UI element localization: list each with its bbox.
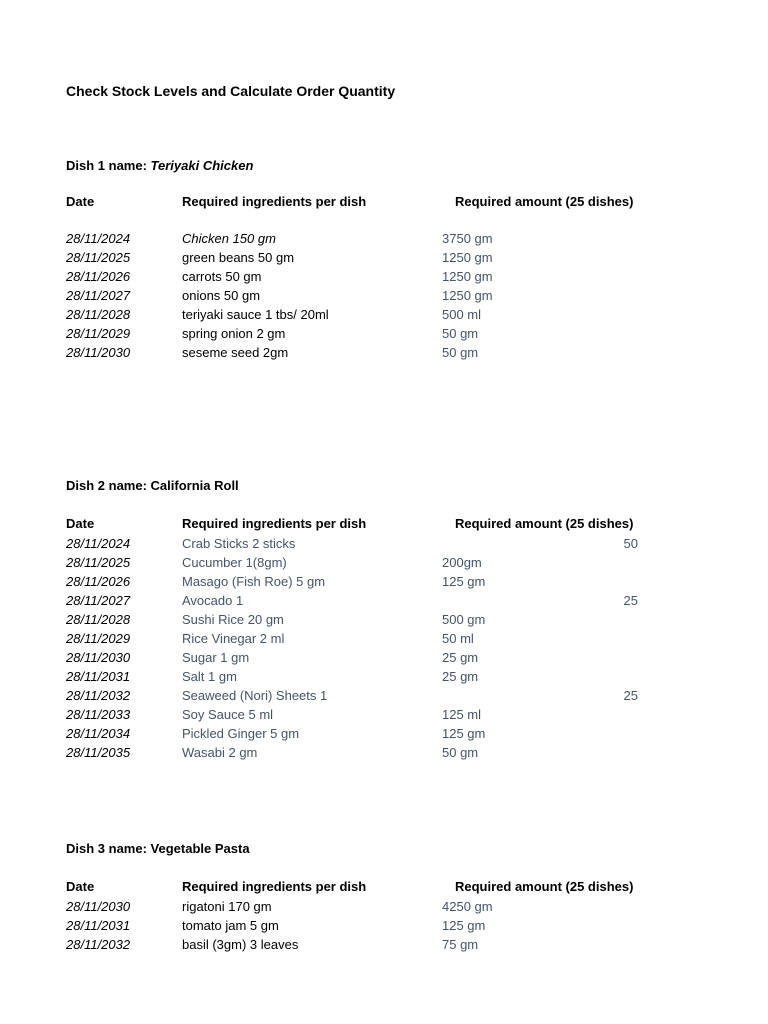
ingredients-header: Required ingredients per dish <box>182 194 367 209</box>
dish-3-name: Vegetable Pasta <box>150 841 250 856</box>
row-amount: 500 gm <box>442 612 486 627</box>
row-date: 28/11/2027 <box>66 593 131 608</box>
row-ingredient: Masago (Fish Roe) 5 gm <box>182 574 326 589</box>
table-row <box>0 706 768 725</box>
row-date: 28/11/2027 <box>66 288 131 303</box>
row-date: 28/11/2030 <box>66 650 131 665</box>
table-row <box>0 649 768 668</box>
table-row <box>0 573 768 592</box>
row-date: 28/11/2026 <box>66 574 131 589</box>
row-date: 28/11/2024 <box>66 231 131 246</box>
row-amount: 50 gm <box>442 745 479 760</box>
row-ingredient: tomato jam 5 gm <box>182 918 279 933</box>
row-ingredient: teriyaki sauce 1 tbs/ 20ml <box>182 307 329 322</box>
page-title: Check Stock Levels and Calculate Order Quantity <box>66 83 396 99</box>
row-ingredient: Cucumber 1(8gm) <box>182 555 287 570</box>
table-row <box>0 249 768 268</box>
table-row <box>0 898 768 917</box>
dish-1-column-headers <box>0 194 768 212</box>
dish-3-column-headers <box>0 879 768 897</box>
table-row <box>0 592 768 611</box>
amount-header: Required amount (25 dishes) <box>455 194 634 209</box>
dish-1-table <box>0 230 768 363</box>
row-ingredient: carrots 50 gm <box>182 269 262 284</box>
row-amount: 50 ml <box>442 631 474 646</box>
row-date: 28/11/2035 <box>66 745 131 760</box>
row-date: 28/11/2029 <box>66 631 131 646</box>
ingredients-header: Required ingredients per dish <box>182 879 367 894</box>
row-amount: 125 gm <box>442 726 486 741</box>
row-ingredient: Sushi Rice 20 gm <box>182 612 284 627</box>
row-amount: 3750 gm <box>442 231 493 246</box>
dish-2-table <box>0 535 768 763</box>
row-ingredient: seseme seed 2gm <box>182 345 289 360</box>
dish-3-label: Dish 3 name: <box>66 841 147 856</box>
dish-3-heading <box>66 841 250 856</box>
table-row <box>0 725 768 744</box>
row-ingredient: Seaweed (Nori) Sheets 1 <box>182 688 328 703</box>
row-date: 28/11/2031 <box>66 918 131 933</box>
table-row <box>0 744 768 763</box>
table-row <box>0 325 768 344</box>
dish-3-table <box>0 898 768 955</box>
row-ingredient: rigatoni 170 gm <box>182 899 272 914</box>
row-date: 28/11/2029 <box>66 326 131 341</box>
table-row <box>0 611 768 630</box>
row-date: 28/11/2030 <box>66 345 131 360</box>
table-row <box>0 287 768 306</box>
row-date: 28/11/2032 <box>66 937 131 952</box>
row-date: 28/11/2026 <box>66 269 131 284</box>
table-row <box>0 668 768 687</box>
amount-header: Required amount (25 dishes) <box>455 879 634 894</box>
row-amount: 200gm <box>442 555 482 570</box>
row-ingredient: Salt 1 gm <box>182 669 237 684</box>
row-amount: 1250 gm <box>442 269 493 284</box>
row-ingredient: Pickled Ginger 5 gm <box>182 726 300 741</box>
table-row <box>0 554 768 573</box>
row-ingredient: basil (3gm) 3 leaves <box>182 937 299 952</box>
table-row <box>0 268 768 287</box>
row-amount: 50 gm <box>442 326 479 341</box>
dish-2-heading <box>66 478 239 493</box>
date-header: Date <box>66 879 95 894</box>
table-row <box>0 230 768 249</box>
dish-2-name: California Roll <box>150 478 239 493</box>
row-amount: 1250 gm <box>442 288 493 303</box>
date-header: Date <box>66 516 95 531</box>
table-row <box>0 687 768 706</box>
date-header: Date <box>66 194 95 209</box>
table-row <box>0 344 768 363</box>
table-row <box>0 630 768 649</box>
row-date: 28/11/2025 <box>66 555 131 570</box>
row-date: 28/11/2028 <box>66 612 131 627</box>
row-ingredient: onions 50 gm <box>182 288 261 303</box>
row-amount: 125 ml <box>442 707 482 722</box>
table-row <box>0 936 768 955</box>
row-amount: 1250 gm <box>442 250 493 265</box>
row-date: 28/11/2025 <box>66 250 131 265</box>
row-date: 28/11/2031 <box>66 669 131 684</box>
table-row <box>0 535 768 554</box>
dish-1-heading <box>66 158 253 173</box>
row-amount: 25 <box>623 688 638 703</box>
ingredients-header: Required ingredients per dish <box>182 516 367 531</box>
row-ingredient: spring onion 2 gm <box>182 326 286 341</box>
row-ingredient: Sugar 1 gm <box>182 650 250 665</box>
row-amount: 4250 gm <box>442 899 493 914</box>
row-amount: 125 gm <box>442 574 486 589</box>
row-ingredient: Crab Sticks 2 sticks <box>182 536 296 551</box>
dish-1-name: Teriyaki Chicken <box>150 158 254 173</box>
row-amount: 25 gm <box>442 669 479 684</box>
table-row <box>0 306 768 325</box>
row-ingredient: Soy Sauce 5 ml <box>182 707 274 722</box>
row-date: 28/11/2032 <box>66 688 131 703</box>
row-amount: 50 <box>623 536 638 551</box>
row-ingredient: green beans 50 gm <box>182 250 295 265</box>
row-ingredient: Avocado 1 <box>182 593 244 608</box>
row-amount: 50 gm <box>442 345 479 360</box>
row-amount: 25 gm <box>442 650 479 665</box>
row-ingredient: Rice Vinegar 2 ml <box>182 631 285 646</box>
row-amount: 75 gm <box>442 937 479 952</box>
row-date: 28/11/2033 <box>66 707 131 722</box>
row-amount: 500 ml <box>442 307 482 322</box>
dish-2-column-headers <box>0 516 768 534</box>
row-date: 28/11/2034 <box>66 726 131 741</box>
dish-1-label: Dish 1 name: <box>66 158 147 173</box>
row-date: 28/11/2028 <box>66 307 131 322</box>
dish-2-label: Dish 2 name: <box>66 478 147 493</box>
table-row <box>0 917 768 936</box>
row-ingredient: Chicken 150 gm <box>182 231 276 246</box>
row-date: 28/11/2024 <box>66 536 131 551</box>
row-ingredient: Wasabi 2 gm <box>182 745 258 760</box>
row-amount: 25 <box>623 593 638 608</box>
amount-header: Required amount (25 dishes) <box>455 516 634 531</box>
row-amount: 125 gm <box>442 918 486 933</box>
row-date: 28/11/2030 <box>66 899 131 914</box>
